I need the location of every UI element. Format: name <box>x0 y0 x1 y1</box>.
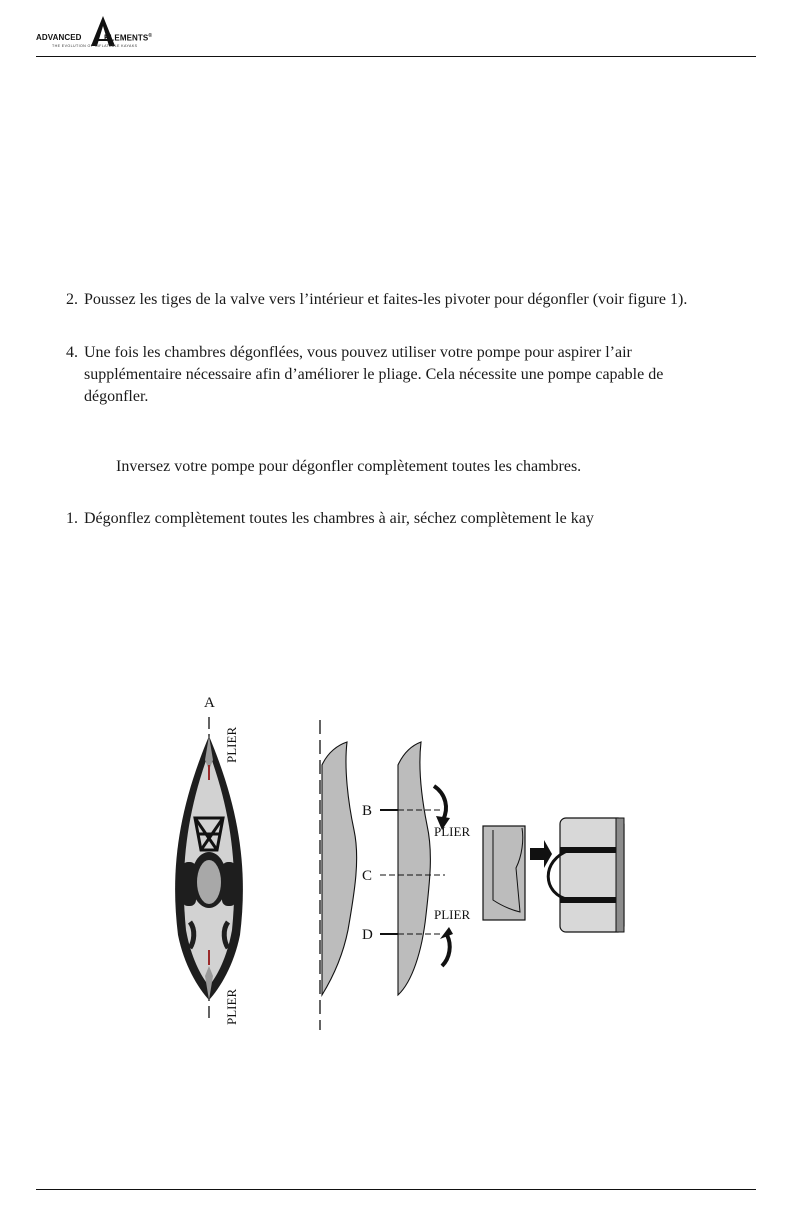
brand-logo <box>36 16 172 50</box>
profile-kayak-shape <box>398 742 430 995</box>
fold-arrow-d-icon <box>442 935 450 966</box>
into-bag-arrow-icon <box>530 840 552 868</box>
step-text: Dégonflez complètement toutes les chambres à air, séchez complètement le kay <box>84 510 594 527</box>
step-text: Poussez les tiges de la valve vers l’intérieur et faites-les pivoter pour dégonfler (voir figure 1). <box>84 291 688 308</box>
fold-arrow-b-icon <box>434 786 446 820</box>
brand-name-left: ADVANCED <box>36 33 82 42</box>
fold-label-d: D <box>362 927 373 943</box>
brand-tagline: THE EVOLUTION OF INFLATABLE KAYAKS <box>52 44 138 48</box>
folded-bundle <box>483 826 525 920</box>
fold-label-top: PLIER <box>224 726 239 763</box>
bag-zipper <box>616 818 624 932</box>
step-number: 1. <box>66 510 78 527</box>
instruction-tip: Inversez votre pompe pour dégonfler complètement toutes les chambres. <box>116 458 582 475</box>
step-number: 2. <box>66 291 78 308</box>
instruction-step-1 <box>66 508 756 530</box>
kayak-folded-profile <box>362 742 470 995</box>
brand-name-right: ELEMENTS® <box>104 33 153 43</box>
half-kayak-shape <box>322 742 357 995</box>
header-rule <box>36 56 756 57</box>
folding-diagram <box>150 690 650 1040</box>
storage-bag <box>548 818 624 932</box>
instruction-step-2 <box>66 289 756 311</box>
bag-body <box>560 818 624 932</box>
kayak-top-view <box>175 695 243 1025</box>
fold-label-bottom: PLIER <box>224 988 239 1025</box>
step-number: 4. <box>66 344 78 361</box>
fold-label-c: C <box>362 868 373 884</box>
fold-label-b: B <box>362 803 373 819</box>
fold-label-a: A <box>204 695 215 711</box>
kayak-folded-half <box>320 720 357 1030</box>
instruction-step-4 <box>66 342 728 408</box>
step-text: Une fois les chambres dégonflées, vous pouvez utiliser votre pompe pour aspirer l’air supplémentaire nécessaire afin d’améliorer le pliage. Cela nécessite une pompe capable de dégonfler. <box>84 344 664 405</box>
fold-label-b-text: PLIER <box>434 824 471 839</box>
footer-rule <box>36 1189 756 1190</box>
cockpit-seat <box>197 860 221 904</box>
fold-label-d-text: PLIER <box>434 907 471 922</box>
